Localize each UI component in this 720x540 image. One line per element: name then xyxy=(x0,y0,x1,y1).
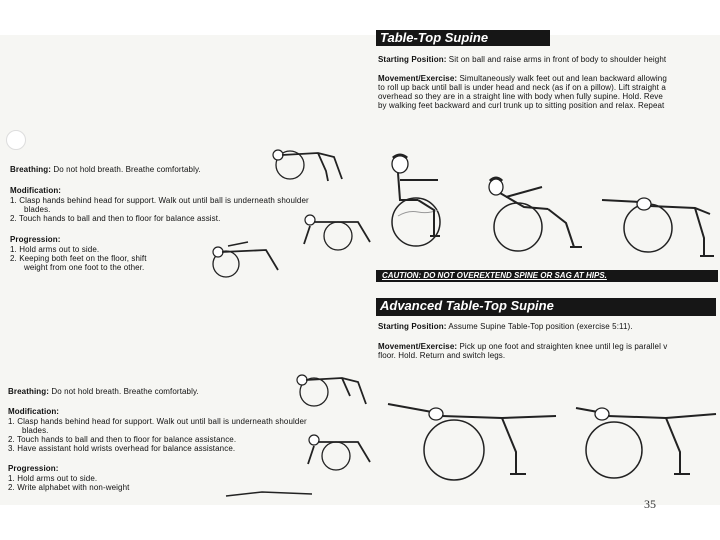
page-number: 35 xyxy=(644,497,656,511)
section2-starting-position xyxy=(378,322,633,331)
modification2-item-1: 1. Clasp hands behind head for support. Walk out until ball is underneath shoulder xyxy=(8,417,307,426)
caution-text: CAUTION: DO NOT OVEREXTEND SPINE OR SAG AT HIPS. xyxy=(382,271,607,280)
modification2-item-1-cont: blades. xyxy=(22,426,49,435)
breathing-note-2 xyxy=(8,387,199,396)
movement2-line1: Pick up one foot and straighten knee until leg is parallel v xyxy=(459,342,668,351)
movement-label: Movement/Exercise: xyxy=(378,74,458,83)
start-text-2: Assume Supine Table-Top position (exercise 5:11). xyxy=(448,322,633,331)
modification-item-1: 1. Clasp hands behind head for support. Walk out until ball is underneath shoulder xyxy=(10,196,309,205)
exercise-figure-full-supine xyxy=(600,178,720,268)
breathing-label-2: Breathing: xyxy=(8,387,49,396)
binder-hole xyxy=(6,130,26,150)
breathing-note-1 xyxy=(10,165,201,174)
exercise-figure-leg-lift-a xyxy=(384,390,564,485)
start-label: Starting Position: xyxy=(378,55,447,64)
movement-label-2: Movement/Exercise: xyxy=(378,342,458,351)
movement-line2: to roll up back until ball is under head and neck (as if on a pillow). Lift straight a xyxy=(378,83,666,92)
section1-movement xyxy=(378,74,667,83)
movement-line4: by walking feet backward and curl trunk up to sitting position and relax. Repeat xyxy=(378,101,665,110)
progression2-item-2: 2. Write alphabet with non-weight xyxy=(8,483,130,492)
breathing-text: Do not hold breath. Breathe comfortably. xyxy=(53,165,201,174)
exercise-figure-sitting-on-ball xyxy=(378,150,468,250)
progression-item-1: 1. Hold arms out to side. xyxy=(10,245,100,254)
movement2-line2: floor. Hold. Return and switch legs. xyxy=(378,351,506,360)
progression2-figure-partial xyxy=(222,486,342,502)
modification-figure-hands-behind-head xyxy=(268,143,348,188)
progression-heading-2: Progression: xyxy=(8,464,59,473)
modification-item-2: 2. Touch hands to ball and then to floor for balance assist. xyxy=(10,214,221,223)
modification2-figure-hands-behind-head xyxy=(292,368,372,413)
modification-heading-2: Modification: xyxy=(8,407,60,416)
modification2-item-2: 2. Touch hands to ball and then to floor for balance assistance. xyxy=(8,435,237,444)
caution-banner xyxy=(376,270,718,282)
modification2-item-3: 3. Have assistant hold wrists overhead for balance assistance. xyxy=(8,444,236,453)
modification2-figure-touch-ball xyxy=(300,430,376,475)
progression2-item-1: 1. Hold arms out to side. xyxy=(8,474,98,483)
progression-item-2: 2. Keeping both feet on the floor, shift xyxy=(10,254,147,263)
modification-item-1-cont: blades. xyxy=(24,205,51,214)
start-text: Sit on ball and raise arms in front of body to shoulder height xyxy=(448,55,667,64)
section1-starting-position xyxy=(378,55,666,64)
movement-line1: Simultaneously walk feet out and lean backward allowing xyxy=(459,74,667,83)
section2-movement xyxy=(378,342,667,351)
progression-item-2-cont: weight from one foot to the other. xyxy=(24,263,145,272)
progression-figure-arms-out xyxy=(208,240,288,280)
movement-line3: overhead so they are in a straight line with body when fully supine. Hold. Reve xyxy=(378,92,663,101)
breathing-label: Breathing: xyxy=(10,165,51,174)
breathing-text-2: Do not hold breath. Breathe comfortably. xyxy=(51,387,199,396)
section1-title: Table-Top Supine xyxy=(376,30,550,46)
exercise-figure-leg-lift-b xyxy=(574,390,718,485)
progression-heading: Progression: xyxy=(10,235,61,244)
start-label-2: Starting Position: xyxy=(378,322,447,331)
exercise-figure-leaning-back xyxy=(478,165,588,255)
modification-figure-touch-ball xyxy=(296,210,376,255)
section2-title: Advanced Table-Top Supine xyxy=(376,298,716,316)
modification-heading: Modification: xyxy=(10,186,62,195)
